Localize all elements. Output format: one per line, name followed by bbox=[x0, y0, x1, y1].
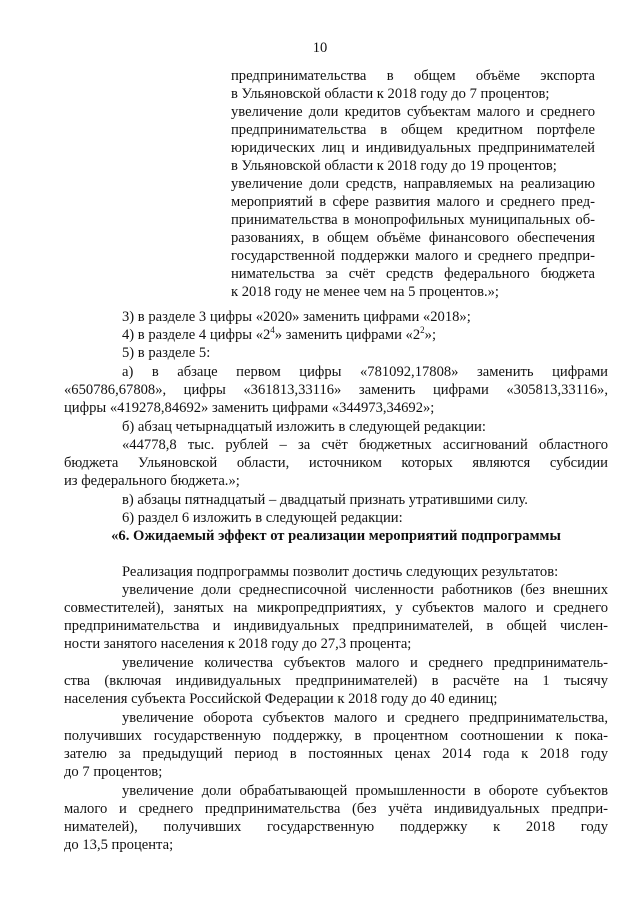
result-line: ства (включая индивидуальных предпринимателей) в расчёте на 1 тысячу bbox=[64, 673, 608, 689]
section-heading: «6. Ожидаемый эффект от реализации мероприятий подпрограммы bbox=[111, 528, 561, 544]
result-line: увеличение оборота субъектов малого и среднего предпринимательства, bbox=[122, 710, 608, 726]
item-5a-line: «650786,67808», цифры «361813,33116» заменить цифрами «305813,33116», bbox=[64, 382, 608, 398]
result-line: предпринимательства и индивидуальных предпринимателей, в общей числен- bbox=[64, 618, 608, 634]
result-line: увеличение доли среднесписочной численности работников (без внешних bbox=[122, 582, 608, 598]
text-line: предпринимательства в общем кредитном портфеле bbox=[231, 122, 595, 138]
result-line: ности занятого населения к 2018 году до 27,3 процента; bbox=[64, 636, 412, 652]
text-line: принимательства в монопрофильных муниципальных об- bbox=[231, 212, 595, 228]
text-line: увеличение доли средств, направляемых на реализацию bbox=[231, 176, 595, 192]
item-5a-line: цифры «419278,84692» заменить цифрами «344973,34692»; bbox=[64, 400, 435, 416]
result-line: нимателей), получивших государственную поддержку к 2018 году bbox=[64, 819, 608, 835]
item-4-part: »; bbox=[424, 327, 436, 343]
item-5c: в) абзацы пятнадцатый – двадцатый признать утратившими силу. bbox=[122, 492, 528, 508]
result-line: до 13,5 процента; bbox=[64, 837, 174, 853]
item-6: 6) раздел 6 изложить в следующей редакции: bbox=[122, 510, 403, 526]
result-line: до 7 процентов; bbox=[64, 764, 163, 780]
result-line: получивших государственную поддержку, в процентном соотношении к пока- bbox=[64, 728, 608, 744]
superscript: 4 bbox=[270, 325, 275, 336]
result-line: увеличение количества субъектов малого и среднего предприниматель- bbox=[122, 655, 608, 671]
result-line: увеличение доли обрабатывающей промышленности в обороте субъектов bbox=[122, 783, 608, 799]
result-line: зателю за предыдущий период в постоянных ценах 2014 года к 2018 году bbox=[64, 746, 608, 762]
item-4-part: 4) в разделе 4 цифры «2 bbox=[122, 327, 271, 343]
item-5a-line: а) в абзаце первом цифры «781092,17808» заменить цифрами bbox=[122, 364, 608, 380]
results-intro: Реализация подпрограммы позволит достичь следующих результатов: bbox=[122, 564, 559, 580]
text-line: государственной поддержки малого и среднего предпри- bbox=[231, 248, 595, 264]
quote-line: из федерального бюджета.»; bbox=[64, 473, 240, 489]
text-line: юридических лиц и индивидуальных предпринимателей bbox=[231, 140, 595, 156]
text-line: увеличение доли кредитов субъектам малого и среднего bbox=[231, 104, 595, 120]
item-5b: б) абзац четырнадцатый изложить в следующей редакции: bbox=[122, 419, 486, 435]
quote-line: «44778,8 тыс. рублей – за счёт бюджетных ассигнований областного bbox=[122, 437, 608, 453]
text-line: нимательства за счёт средств федерального бюджета bbox=[231, 266, 595, 282]
text-line: к 2018 году не менее чем на 5 процентов.»; bbox=[231, 284, 499, 300]
result-line: малого и среднего предпринимательства (без учёта индивидуальных предпри- bbox=[64, 801, 608, 817]
item-3: 3) в разделе 3 цифры «2020» заменить цифрами «2018»; bbox=[122, 309, 471, 325]
text-line: в Ульяновской области к 2018 году до 7 процентов; bbox=[231, 86, 550, 102]
page-number: 10 bbox=[312, 40, 328, 56]
item-4-part: » заменить цифрами «2 bbox=[274, 327, 421, 343]
result-line: совместителей), занятых на микропредприятиях, у субъектов малого и среднего bbox=[64, 600, 608, 616]
item-5: 5) в разделе 5: bbox=[122, 345, 211, 361]
text-line: разованиях, в общем объёме финансового обеспечения bbox=[231, 230, 595, 246]
text-line: в Ульяновской области к 2018 году до 19 процентов; bbox=[231, 158, 557, 174]
superscript: 2 bbox=[420, 325, 425, 336]
text-line: предпринимательства в общем объёме экспорта bbox=[231, 68, 595, 84]
item-4 bbox=[122, 327, 602, 345]
text-line: мероприятий в сфере развития малого и среднего пред- bbox=[231, 194, 595, 210]
quote-line: бюджета Ульяновской области, источником которых являются субсидии bbox=[64, 455, 608, 471]
result-line: населения субъекта Российской Федерации к 2018 году до 40 единиц; bbox=[64, 691, 498, 707]
